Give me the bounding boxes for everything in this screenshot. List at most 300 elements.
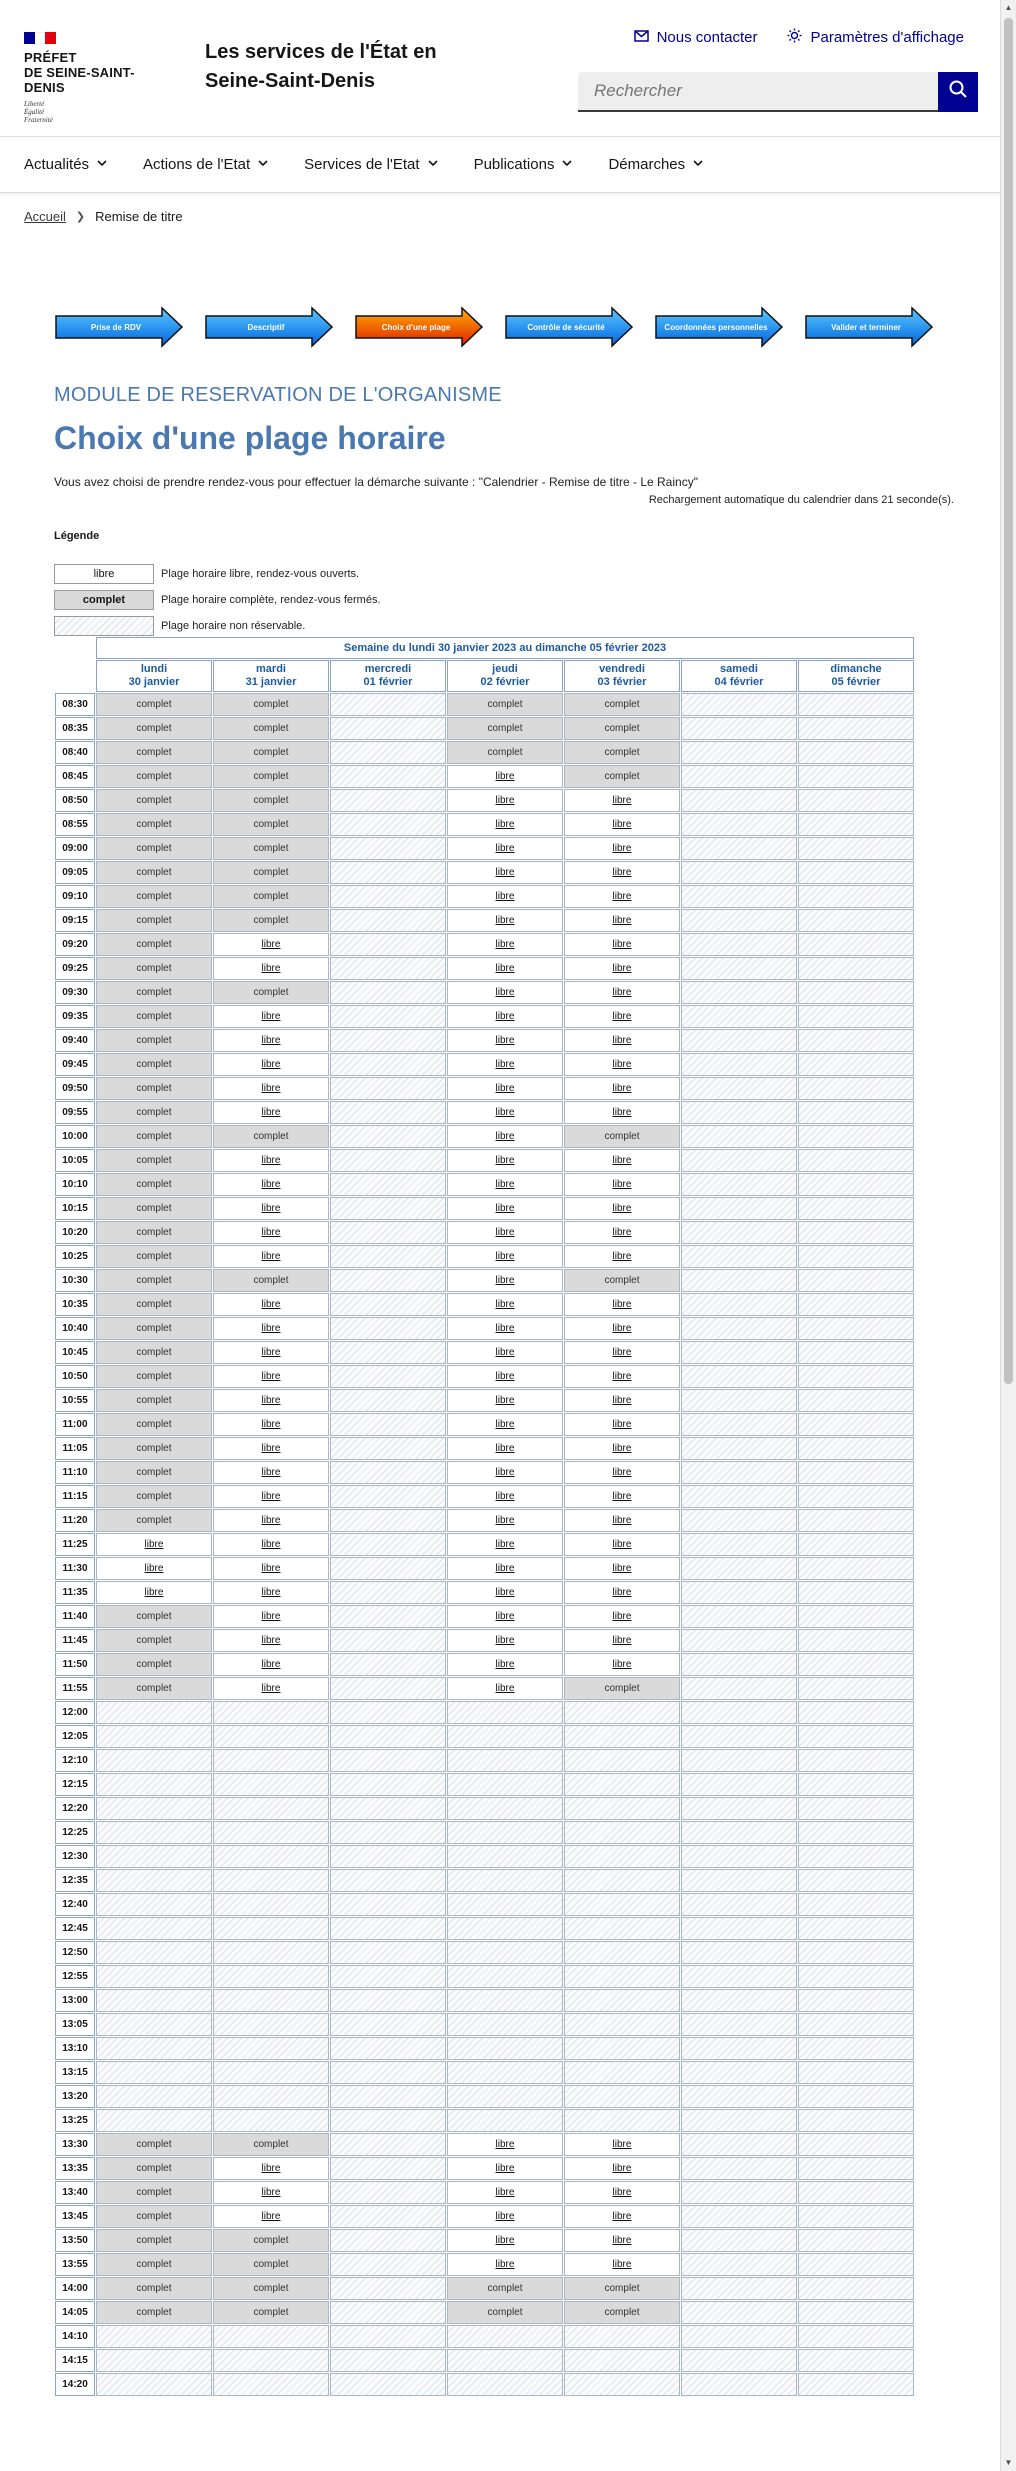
slot-unavailable	[798, 2325, 914, 2348]
slot-free-link[interactable]: libre	[261, 2187, 281, 2198]
slot-unavailable	[681, 2085, 797, 2108]
slot-unavailable	[330, 2253, 446, 2276]
slot-free-link[interactable]: libre	[495, 963, 515, 974]
slot-unavailable	[330, 1461, 446, 1484]
slot-unavailable	[681, 1965, 797, 1988]
step-4	[654, 306, 804, 348]
time-cell: 11:05	[55, 1437, 95, 1460]
slot-unavailable	[447, 2349, 563, 2372]
slot-free-link[interactable]: libre	[495, 1179, 515, 1190]
slot-unavailable	[330, 2181, 446, 2204]
slot-free-link[interactable]: libre	[144, 1563, 164, 1574]
slot-free-link[interactable]: libre	[612, 843, 632, 854]
slot-free-link[interactable]: libre	[495, 795, 515, 806]
slot-free-link[interactable]: libre	[495, 1563, 515, 1574]
time-cell: 10:05	[55, 1149, 95, 1172]
slot-free-link[interactable]: libre	[261, 1659, 281, 1670]
slot-free	[213, 1677, 329, 1700]
site-title-line2: Seine-Saint-Denis	[205, 70, 376, 92]
slot-free-link[interactable]: libre	[612, 915, 632, 926]
slot-free-link[interactable]: libre	[261, 1179, 281, 1190]
day-date: 01 février	[363, 676, 413, 688]
slot-free-link[interactable]: libre	[612, 1155, 632, 1166]
table-row	[55, 1797, 914, 1820]
slot-free-link[interactable]: libre	[612, 1179, 632, 1190]
slot-full: complet	[213, 717, 329, 740]
nav-item-4[interactable]	[608, 156, 703, 173]
slot-unavailable	[681, 1725, 797, 1748]
slot-unavailable	[681, 2205, 797, 2228]
slot-unavailable	[213, 1749, 329, 1772]
slot-free-link[interactable]: libre	[495, 2259, 515, 2270]
slot-unavailable	[330, 1989, 446, 2012]
slot-free-link[interactable]: libre	[495, 1203, 515, 1214]
slot-free-link[interactable]: libre	[612, 2259, 632, 2270]
slot-free-link[interactable]: libre	[261, 1371, 281, 1382]
time-cell: 10:35	[55, 1293, 95, 1316]
slot-free-link[interactable]: libre	[495, 1395, 515, 1406]
day-header-jeudi	[447, 660, 563, 692]
slot-full: complet	[96, 981, 212, 1004]
slot-unavailable	[681, 1677, 797, 1700]
slot-free-link[interactable]: libre	[495, 1419, 515, 1430]
slot-free-link[interactable]: libre	[612, 1635, 632, 1646]
slot-free-link[interactable]: libre	[495, 1443, 515, 1454]
slot-free-link[interactable]: libre	[261, 1467, 281, 1478]
chevron-down-icon	[428, 159, 438, 170]
table-row	[55, 2061, 914, 2084]
slot-full: complet	[213, 2229, 329, 2252]
table-row	[55, 1269, 914, 1292]
slot-free-link[interactable]: libre	[612, 1419, 632, 1430]
contact-link[interactable]	[634, 28, 758, 47]
slot-unavailable	[681, 1773, 797, 1796]
slot-free-link[interactable]: libre	[261, 1107, 281, 1118]
slot-unavailable	[798, 1701, 914, 1724]
legend	[54, 561, 381, 639]
slot-unavailable	[96, 1941, 212, 1964]
slot-full: complet	[564, 1269, 680, 1292]
slot-free-link[interactable]: libre	[612, 1491, 632, 1502]
slot-free-link[interactable]: libre	[495, 771, 515, 782]
slot-free-link[interactable]: libre	[261, 1059, 281, 1070]
slot-free-link[interactable]: libre	[612, 963, 632, 974]
table-row	[55, 1317, 914, 1340]
slot-free-link[interactable]: libre	[261, 2163, 281, 2174]
slot-free	[447, 861, 563, 884]
slot-unavailable	[681, 1749, 797, 1772]
slot-unavailable	[798, 2181, 914, 2204]
slot-unavailable	[447, 1845, 563, 1868]
slot-free-link[interactable]: libre	[612, 2235, 632, 2246]
slot-unavailable	[447, 1941, 563, 1964]
slot-unavailable	[213, 2061, 329, 2084]
slot-free-link[interactable]: libre	[144, 1539, 164, 1550]
slot-free-link[interactable]: libre	[261, 1491, 281, 1502]
table-row	[55, 1605, 914, 1628]
slot-unavailable	[564, 1821, 680, 1844]
slot-free-link[interactable]: libre	[495, 1011, 515, 1022]
slot-unavailable	[681, 1341, 797, 1364]
slot-free-link[interactable]: libre	[495, 819, 515, 830]
slot-free-link[interactable]: libre	[495, 1107, 515, 1118]
slot-free	[447, 2133, 563, 2156]
slot-free-link[interactable]: libre	[612, 1035, 632, 1046]
table-row	[55, 1989, 914, 2012]
slot-free-link[interactable]: libre	[261, 1227, 281, 1238]
slot-free-link[interactable]: libre	[495, 939, 515, 950]
slot-free-link[interactable]: libre	[261, 1419, 281, 1430]
slot-free-link[interactable]: libre	[612, 1563, 632, 1574]
slot-free-link[interactable]: libre	[144, 1587, 164, 1598]
slot-full: complet	[96, 1101, 212, 1124]
table-row	[55, 2301, 914, 2324]
slot-free-link[interactable]: libre	[495, 987, 515, 998]
slot-unavailable	[330, 741, 446, 764]
slot-unavailable	[96, 2109, 212, 2132]
slot-free	[447, 1173, 563, 1196]
slot-free-link[interactable]: libre	[261, 1635, 281, 1646]
table-row	[55, 885, 914, 908]
slot-free	[213, 933, 329, 956]
slot-unavailable	[681, 1941, 797, 1964]
slot-unavailable	[96, 1989, 212, 2012]
time-cell: 14:00	[55, 2277, 95, 2300]
slot-free-link[interactable]: libre	[495, 1155, 515, 1166]
slot-unavailable	[681, 2349, 797, 2372]
slot-free-link[interactable]: libre	[495, 2163, 515, 2174]
slot-free-link[interactable]: libre	[612, 1299, 632, 1310]
slot-free	[447, 1269, 563, 1292]
slot-full: complet	[96, 1389, 212, 1412]
slot-free-link[interactable]: libre	[261, 1443, 281, 1454]
slot-free-link[interactable]: libre	[612, 1443, 632, 1454]
slot-unavailable	[213, 1773, 329, 1796]
slot-free-link[interactable]: libre	[261, 1299, 281, 1310]
slot-free-link[interactable]: libre	[261, 1563, 281, 1574]
slot-free-link[interactable]: libre	[261, 1203, 281, 1214]
slot-free-link[interactable]: libre	[612, 1107, 632, 1118]
nav-item-label: Démarches	[608, 156, 686, 173]
time-cell: 10:00	[55, 1125, 95, 1148]
slot-unavailable	[564, 1893, 680, 1916]
slot-unavailable	[564, 1989, 680, 2012]
day-name: mercredi	[364, 663, 412, 675]
slot-unavailable	[681, 1005, 797, 1028]
slot-full: complet	[564, 741, 680, 764]
search-button[interactable]	[938, 72, 978, 112]
slot-free-link[interactable]: libre	[495, 1323, 515, 1334]
slot-free-link[interactable]: libre	[495, 1035, 515, 1046]
slot-unavailable	[798, 1605, 914, 1628]
slot-unavailable	[330, 837, 446, 860]
slot-free-link[interactable]: libre	[612, 2139, 632, 2150]
nav-item-0[interactable]	[24, 156, 107, 173]
slot-free-link[interactable]: libre	[261, 1155, 281, 1166]
slot-free-link[interactable]: libre	[612, 1059, 632, 1070]
slot-unavailable	[330, 789, 446, 812]
slot-free-link[interactable]: libre	[612, 867, 632, 878]
slot-free-link[interactable]: libre	[612, 1515, 632, 1526]
slot-free-link[interactable]: libre	[495, 1635, 515, 1646]
time-cell: 09:15	[55, 909, 95, 932]
slot-free-link[interactable]: libre	[495, 1227, 515, 1238]
slot-free-link[interactable]: libre	[261, 1323, 281, 1334]
time-cell: 12:55	[55, 1965, 95, 1988]
time-cell: 11:55	[55, 1677, 95, 1700]
slot-unavailable	[330, 1629, 446, 1652]
slot-free	[447, 1485, 563, 1508]
slot-unavailable	[564, 2013, 680, 2036]
slot-unavailable	[798, 1581, 914, 1604]
slot-free-link[interactable]: libre	[495, 1371, 515, 1382]
slot-free-link[interactable]: libre	[612, 2211, 632, 2222]
slot-unavailable	[330, 909, 446, 932]
slot-free-link[interactable]: libre	[495, 2235, 515, 2246]
slot-free-link[interactable]: libre	[612, 891, 632, 902]
slot-unavailable	[330, 717, 446, 740]
time-cell: 09:45	[55, 1053, 95, 1076]
table-row	[55, 2205, 914, 2228]
slot-free-link[interactable]: libre	[495, 2139, 515, 2150]
slot-free-link[interactable]: libre	[261, 1347, 281, 1358]
slot-unavailable	[798, 1797, 914, 1820]
slot-full: complet	[96, 1269, 212, 1292]
slot-free-link[interactable]: libre	[495, 1131, 515, 1142]
slot-free-link[interactable]: libre	[495, 1491, 515, 1502]
slot-unavailable	[798, 2013, 914, 2036]
slot-full: complet	[447, 2277, 563, 2300]
slot-free-link[interactable]: libre	[495, 1083, 515, 1094]
vertical-scrollbar[interactable]	[1000, 0, 1016, 2471]
slot-unavailable	[798, 2157, 914, 2180]
slot-free-link[interactable]: libre	[261, 1611, 281, 1622]
display-settings-link[interactable]	[787, 28, 964, 47]
slot-unavailable	[330, 2349, 446, 2372]
day-name: dimanche	[830, 663, 882, 675]
slot-unavailable	[798, 1557, 914, 1580]
time-cell: 10:15	[55, 1197, 95, 1220]
slot-free-link[interactable]: libre	[612, 819, 632, 830]
slot-free-link[interactable]: libre	[495, 1299, 515, 1310]
slot-free-link[interactable]: libre	[495, 915, 515, 926]
slot-free	[447, 1005, 563, 1028]
slot-free-link[interactable]: libre	[612, 1587, 632, 1598]
table-row	[55, 1869, 914, 1892]
slot-free-link[interactable]: libre	[261, 939, 281, 950]
site-title-line1: Les services de l'État en	[205, 41, 437, 63]
slot-unavailable	[213, 2325, 329, 2348]
prefet-logo[interactable]	[24, 32, 174, 124]
slot-free	[447, 1221, 563, 1244]
slot-free-link[interactable]: libre	[612, 1539, 632, 1550]
slot-free-link[interactable]: libre	[612, 939, 632, 950]
table-row	[55, 1365, 914, 1388]
slot-unavailable	[96, 1845, 212, 1868]
slot-free	[447, 981, 563, 1004]
slot-free-link[interactable]: libre	[261, 1251, 281, 1262]
slot-free	[213, 1317, 329, 1340]
search-input[interactable]	[578, 72, 938, 112]
table-row	[55, 1101, 914, 1124]
slot-free	[564, 1197, 680, 1220]
header-tools	[634, 28, 964, 47]
slot-free-link[interactable]: libre	[612, 1251, 632, 1262]
slot-free-link[interactable]: libre	[261, 963, 281, 974]
slot-unavailable	[798, 2277, 914, 2300]
slot-free-link[interactable]: libre	[261, 1395, 281, 1406]
slot-full: complet	[96, 1485, 212, 1508]
table-row	[55, 2157, 914, 2180]
slot-free-link[interactable]: libre	[495, 1347, 515, 1358]
slot-free	[564, 2157, 680, 2180]
slot-unavailable	[213, 1821, 329, 1844]
table-row	[55, 1917, 914, 1940]
table-row	[55, 1197, 914, 1220]
slot-free-link[interactable]: libre	[261, 1035, 281, 1046]
time-cell: 10:20	[55, 1221, 95, 1244]
scroll-up-icon[interactable]: ▲	[1004, 3, 1013, 12]
nav-item-1[interactable]	[143, 156, 268, 173]
description: Vous avez choisi de prendre rendez-vous pour effectuer la démarche suivante : "Calendrier - Remise de titre - Le Raincy"	[54, 475, 698, 489]
slot-unavailable	[330, 2109, 446, 2132]
slot-free	[564, 933, 680, 956]
slot-unavailable	[330, 1893, 446, 1916]
slot-unavailable	[330, 693, 446, 716]
slot-full: complet	[96, 1077, 212, 1100]
slot-free-link[interactable]: libre	[261, 1683, 281, 1694]
slot-full: complet	[213, 693, 329, 716]
slot-unavailable	[330, 1845, 446, 1868]
slot-free	[213, 1053, 329, 1076]
slot-full: complet	[213, 2133, 329, 2156]
slot-free-link[interactable]: libre	[495, 1611, 515, 1622]
slot-unavailable	[96, 1917, 212, 1940]
slot-free-link[interactable]: libre	[495, 1515, 515, 1526]
slot-free-link[interactable]: libre	[495, 1683, 515, 1694]
slot-free-link[interactable]: libre	[261, 1587, 281, 1598]
time-cell: 08:45	[55, 765, 95, 788]
time-cell: 09:35	[55, 1005, 95, 1028]
time-cell: 12:35	[55, 1869, 95, 1892]
table-row	[55, 1221, 914, 1244]
slot-free-link[interactable]: libre	[495, 2187, 515, 2198]
slot-unavailable	[564, 2373, 680, 2396]
slot-unavailable	[798, 1245, 914, 1268]
breadcrumb-home[interactable]: Accueil	[24, 209, 66, 224]
time-cell: 11:10	[55, 1461, 95, 1484]
slot-free-link[interactable]: libre	[612, 1467, 632, 1478]
slot-unavailable	[798, 1917, 914, 1940]
scroll-down-icon[interactable]: ▼	[1004, 2458, 1013, 2467]
slot-free-link[interactable]: libre	[495, 843, 515, 854]
slot-free-link[interactable]: libre	[495, 867, 515, 878]
slot-unavailable	[798, 2109, 914, 2132]
table-row	[55, 2109, 914, 2132]
legend-title: Légende	[54, 530, 100, 542]
slot-free-link[interactable]: libre	[261, 1539, 281, 1550]
slot-unavailable	[213, 1701, 329, 1724]
slot-unavailable	[798, 1893, 914, 1916]
slot-full: complet	[96, 1341, 212, 1364]
slot-free-link[interactable]: libre	[261, 1011, 281, 1022]
slot-free-link[interactable]: libre	[495, 1275, 515, 1286]
slot-unavailable	[564, 1773, 680, 1796]
slot-free-link[interactable]: libre	[612, 1371, 632, 1382]
slot-free-link[interactable]: libre	[612, 1083, 632, 1094]
site-title[interactable]	[205, 38, 505, 96]
table-row	[55, 1581, 914, 1604]
table-row	[55, 1509, 914, 1532]
slot-free-link[interactable]: libre	[612, 795, 632, 806]
slot-free	[564, 1365, 680, 1388]
progress-steps	[54, 306, 954, 348]
slot-free-link[interactable]: libre	[261, 2211, 281, 2222]
slot-free-link[interactable]: libre	[261, 1083, 281, 1094]
slot-unavailable	[330, 2085, 446, 2108]
contact-label: Nous contacter	[656, 29, 758, 46]
slot-unavailable	[681, 1629, 797, 1652]
slot-free-link[interactable]: libre	[495, 1539, 515, 1550]
slot-free-link[interactable]: libre	[495, 1059, 515, 1070]
table-row	[55, 1029, 914, 1052]
slot-unavailable	[330, 1797, 446, 1820]
slot-free-link[interactable]: libre	[495, 1251, 515, 1262]
search-icon	[948, 79, 968, 105]
slot-free-link[interactable]: libre	[612, 1611, 632, 1622]
table-row	[55, 1125, 914, 1148]
slot-unavailable	[681, 1245, 797, 1268]
slot-free-link[interactable]: libre	[612, 1323, 632, 1334]
slot-free-link[interactable]: libre	[612, 1011, 632, 1022]
slot-unavailable	[681, 2061, 797, 2084]
time-cell: 12:40	[55, 1893, 95, 1916]
slot-unavailable	[681, 2373, 797, 2396]
slot-unavailable	[96, 2037, 212, 2060]
slot-free-link[interactable]: libre	[612, 1395, 632, 1406]
nav-item-3[interactable]	[474, 156, 573, 173]
slot-free-link[interactable]: libre	[495, 1659, 515, 1670]
slot-free-link[interactable]: libre	[495, 2211, 515, 2222]
slot-unavailable	[447, 2109, 563, 2132]
time-cell: 11:30	[55, 1557, 95, 1580]
slot-free-link[interactable]: libre	[612, 1659, 632, 1670]
nav-item-2[interactable]	[304, 156, 437, 173]
slot-free-link[interactable]: libre	[612, 1227, 632, 1238]
slot-free-link[interactable]: libre	[495, 1467, 515, 1478]
table-row	[55, 1701, 914, 1724]
slot-free-link[interactable]: libre	[495, 891, 515, 902]
slot-unavailable	[330, 2205, 446, 2228]
slot-free-link[interactable]: libre	[612, 1203, 632, 1214]
slot-unavailable	[330, 2133, 446, 2156]
slot-unavailable	[330, 2229, 446, 2252]
slot-free-link[interactable]: libre	[612, 987, 632, 998]
slot-unavailable	[96, 1821, 212, 1844]
prefet-line2: DE SEINE-SAINT-DENIS	[24, 65, 135, 95]
slot-free-link[interactable]: libre	[261, 1515, 281, 1526]
slot-free-link[interactable]: libre	[612, 1347, 632, 1358]
slot-free	[447, 1677, 563, 1700]
chevron-down-icon	[258, 159, 268, 170]
table-row	[55, 1965, 914, 1988]
slot-free-link[interactable]: libre	[495, 1587, 515, 1598]
slot-free	[213, 1533, 329, 1556]
slot-free-link[interactable]: libre	[612, 2187, 632, 2198]
scrollbar-thumb[interactable]	[1004, 18, 1013, 1384]
slot-unavailable	[330, 765, 446, 788]
slot-free-link[interactable]: libre	[612, 2163, 632, 2174]
